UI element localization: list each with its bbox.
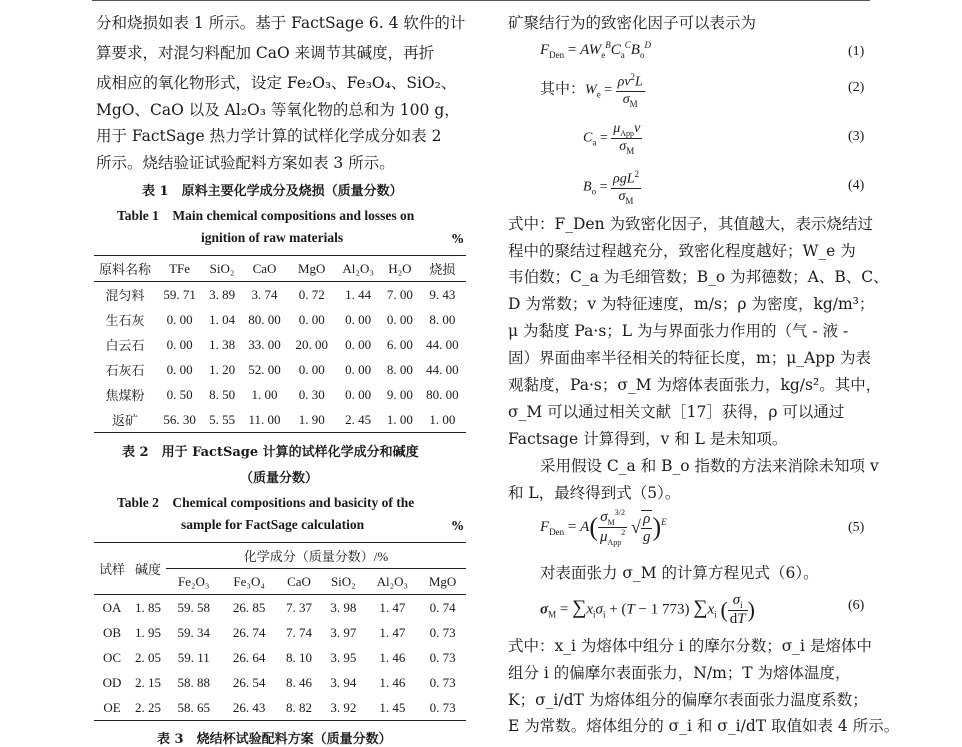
table-cell: 1. 47 xyxy=(379,599,406,615)
table-cell: 26. 74 xyxy=(232,624,266,640)
table2-subheader: Fe₃O₄ xyxy=(233,573,265,589)
equation-number-4: (4) xyxy=(848,178,865,193)
table1-caption-cn: 表 1 原料主要化学成分及烧损（质量分数） xyxy=(142,184,403,199)
table-row xyxy=(94,382,466,407)
table-cell: 0. 00 xyxy=(345,386,372,402)
table-cell: 59. 58 xyxy=(177,599,210,615)
equation-4: $B_o$ = $\frac{\rho gL^2}{\sigma_M}$ xyxy=(583,169,639,206)
table2-caption-cn-1: 表 2 用于 FactSage 计算的试样化学成分和碱度 xyxy=(122,445,419,460)
table-cell: 0. 73 xyxy=(429,674,456,690)
table-cell: 0. 00 xyxy=(386,311,413,327)
right-intro: 矿聚结行为的致密化因子可以表示为 xyxy=(508,14,757,32)
table-cell: 59. 11 xyxy=(177,649,210,665)
table-cell: 2. 15 xyxy=(135,674,161,690)
table-cell: 58. 88 xyxy=(177,674,210,690)
table-cell: 1. 00 xyxy=(386,411,413,427)
para1-line-9: Factsage 计算得到，v 和 L 是未知项。 xyxy=(508,430,788,448)
table-cell: 0. 00 xyxy=(298,361,325,377)
table-cell: 0. 73 xyxy=(429,649,456,665)
table1-header: SiO₂ xyxy=(209,260,235,276)
table-cell: 26. 54 xyxy=(232,674,266,690)
table-cell: 0. 00 xyxy=(298,311,325,327)
para4-line-1: 式中：x_i 为熔体中组分 i 的摩尔分数；σ_i 是熔体中 xyxy=(508,637,872,655)
table-cell: 生石灰 xyxy=(105,313,145,328)
table-cell: 33. 00 xyxy=(248,336,281,352)
table1-unit: % xyxy=(452,232,464,246)
table-cell: 0. 00 xyxy=(166,361,193,377)
para1-line-1: 式中：F_Den 为致密化因子，其值越大，表示烧结过 xyxy=(508,215,874,233)
table-cell: 5. 55 xyxy=(209,411,236,427)
intro-line-1: 分和烧损如表 1 所示。基于 FactSage 6. 4 软件的计 xyxy=(96,14,466,32)
table1-header: 原料名称 xyxy=(98,262,151,277)
table-row xyxy=(94,357,466,382)
table-row xyxy=(94,645,466,670)
intro-line-2: 算要求，对混匀料配加 CaO 来调节其碱度，再折 xyxy=(96,44,435,62)
table-cell: 3. 89 xyxy=(209,286,236,302)
para3: 对表面张力 σ_M 的计算方程见式（6）。 xyxy=(540,564,819,582)
intro-line-6: 所示。烧结验证试验配料方案如表 3 所示。 xyxy=(96,154,395,172)
table-cell: 3. 92 xyxy=(330,699,357,715)
table-row xyxy=(94,307,466,332)
table-cell: 0. 00 xyxy=(166,336,193,352)
table-row xyxy=(94,332,466,357)
equation-number-1: (1) xyxy=(848,44,865,59)
table-cell: 80. 00 xyxy=(248,311,281,327)
table1-header: 烧损 xyxy=(429,262,456,277)
table-cell: 56. 30 xyxy=(163,411,196,427)
table-cell: 1. 20 xyxy=(209,361,236,377)
para1-line-5: μ 为黏度 Pa·s；L 为与界面张力作用的（气 - 液 - xyxy=(508,322,849,340)
table2-header-row-1 xyxy=(94,543,466,569)
table-cell: 8. 10 xyxy=(286,649,312,665)
table1-header: TFe xyxy=(169,260,191,276)
table2 xyxy=(94,542,466,721)
table-cell: 2. 45 xyxy=(345,411,372,427)
table-cell: OA xyxy=(102,599,122,615)
table-cell: OD xyxy=(102,674,122,690)
para2-line-1: 采用假设 C_a 和 B_o 指数的方法来消除未知项 v xyxy=(540,457,879,475)
para1-line-2: 程中的聚结过程越充分，致密化程度越好；W_e 为 xyxy=(508,242,856,260)
intro-line-4: MgO、CaO 以及 Al₂O₃ 等氧化物的总和为 100 g， xyxy=(96,101,460,119)
table-cell: 8. 50 xyxy=(209,386,236,402)
table-cell: 3. 98 xyxy=(330,599,357,615)
table-cell: 58. 65 xyxy=(177,699,210,715)
table-cell: OC xyxy=(102,649,122,665)
table-cell: 1. 04 xyxy=(209,311,236,327)
table-cell: 石灰石 xyxy=(105,363,145,378)
para4-line-2: 组分 i 的偏摩尔表面张力，N/m；T 为熔体温度， xyxy=(508,664,851,682)
table-cell: 44. 00 xyxy=(426,361,459,377)
table-cell: 1. 45 xyxy=(379,699,406,715)
table-cell: 2. 05 xyxy=(135,649,161,665)
equation-number-5: (5) xyxy=(848,520,865,535)
table-cell: 20. 00 xyxy=(295,336,328,352)
table-cell: 0. 00 xyxy=(345,361,372,377)
table1-header: Al₂O₃ xyxy=(342,260,374,276)
table-cell: 7. 37 xyxy=(286,599,312,615)
table1-header: MgO xyxy=(297,260,326,276)
table1-caption-en-2: ignition of raw materials xyxy=(201,230,344,245)
table-cell: 1. 00 xyxy=(429,411,456,427)
table1-caption-en-1: Table 1 Main chemical compositions and losses on xyxy=(117,208,415,223)
equation-3: $C_a$ = $\frac{\mu_{App}v}{\sigma_M}$ xyxy=(583,121,641,156)
table3-caption: 表 3 烧结杯试验配料方案（质量分数） xyxy=(157,732,392,747)
table-cell: 44. 00 xyxy=(426,336,459,352)
table-cell: 1. 46 xyxy=(379,674,406,690)
table2-caption-en-1: Table 2 Chemical compositions and basicity of the xyxy=(117,495,415,510)
equation-5: $F_{Den} = A$( $\frac{\sigma_M^{3/2}}{\mu_{App}^2}$ √ $\frac{\rho}{g}$ )$^E$ xyxy=(540,508,667,547)
table-cell: 9. 43 xyxy=(429,286,456,302)
equation-number-6: (6) xyxy=(848,598,865,613)
table2-subheader: Al₂O₃ xyxy=(376,573,409,589)
table-cell: 59. 34 xyxy=(177,624,210,640)
table2-col-basicity: 碱度 xyxy=(130,543,166,595)
para1-line-8: σ_M 可以通过相关文献［17］获得，ρ 可以通过 xyxy=(508,403,845,421)
table-cell: 9. 00 xyxy=(386,386,413,402)
table-cell: 0. 00 xyxy=(345,336,372,352)
equation-2: 其中：$W_e$ = $\frac{\rho v^2L}{\sigma_M}$ xyxy=(540,72,643,109)
para4-line-3: K；σ_i/dT 为熔体组分的偏摩尔表面张力温度系数； xyxy=(508,691,868,709)
table-cell: 1. 90 xyxy=(298,411,325,427)
table1-header-row xyxy=(94,256,466,282)
table-cell: 1. 47 xyxy=(379,624,406,640)
table-cell: 焦煤粉 xyxy=(105,388,145,403)
table2-group-header: 化学成分（质量分数）/% xyxy=(166,543,466,569)
table2-subheader: SiO₂ xyxy=(330,573,356,589)
table1-header: H₂O xyxy=(388,260,412,276)
table-cell: 1. 85 xyxy=(135,599,161,615)
table-cell: 26. 64 xyxy=(232,649,266,665)
table2-unit: % xyxy=(452,519,464,533)
table-cell: 0. 72 xyxy=(298,286,325,302)
table-cell: 3. 97 xyxy=(330,624,357,640)
top-rule xyxy=(92,0,870,1)
table-cell: 52. 00 xyxy=(248,361,281,377)
table-row xyxy=(94,620,466,645)
table2-subheader: CaO xyxy=(287,573,311,589)
table-cell: 8. 82 xyxy=(286,699,312,715)
table-cell: 1. 46 xyxy=(379,649,406,665)
table-cell: 3. 94 xyxy=(330,674,357,690)
para1-line-6: 固）界面曲率半径相关的特征长度，m；μ_App 为表 xyxy=(508,349,871,367)
para2-line-2: 和 L，最终得到式（5）。 xyxy=(508,484,681,502)
para1-line-4: D 为常数；v 为特征速度，m/s；ρ 为密度，kg/m³； xyxy=(508,295,875,313)
table-cell: 26. 43 xyxy=(232,699,266,715)
table2-subheader: Fe₂O₃ xyxy=(177,573,210,589)
table2-subheader: MgO xyxy=(428,573,457,589)
para1-line-7: 观黏度，Pa·s；σ_M 为熔体表面张力，kg/s²。其中， xyxy=(508,376,882,394)
table-cell: 8. 00 xyxy=(386,361,413,377)
table-cell: 混匀料 xyxy=(105,288,145,303)
equation-6: $\sigma_M = \sum x_i\sigma_i + (T - 1$ 773) $\sum x_i$ ( $\frac{\sigma_i}{dT}$ ) xyxy=(540,592,755,627)
table2-col-sample: 试样 xyxy=(94,543,130,595)
table-row xyxy=(94,670,466,695)
table-cell: 1. 00 xyxy=(251,386,278,402)
table-cell: 1. 95 xyxy=(135,624,161,640)
table-cell: OE xyxy=(103,699,121,715)
intro-line-3: 成相应的氧化物形式，设定 Fe₂O₃、Fe₃O₄、SiO₂、 xyxy=(96,74,457,92)
table-row xyxy=(94,282,466,308)
table-row xyxy=(94,407,466,433)
table1-header: CaO xyxy=(252,260,277,276)
table-cell: 80. 00 xyxy=(426,386,459,402)
table-cell: 8. 46 xyxy=(286,674,312,690)
table-cell: 0. 73 xyxy=(429,699,456,715)
table-cell: OB xyxy=(102,624,122,640)
table-cell: 0. 30 xyxy=(298,386,325,402)
table-cell: 返矿 xyxy=(111,413,138,428)
table-row xyxy=(94,695,466,721)
equation-1: $F_{Den} = AW_e^BC_a^CB_o^D$ xyxy=(540,40,651,60)
table2-caption-cn-2: （质量分数） xyxy=(240,471,319,486)
equation-number-3: (3) xyxy=(848,129,865,144)
table-row xyxy=(94,595,466,621)
equation-number-2: (2) xyxy=(848,80,865,95)
table-cell: 0. 00 xyxy=(345,311,372,327)
table1 xyxy=(94,255,466,433)
table-cell: 白云石 xyxy=(105,338,145,353)
table-cell: 8. 00 xyxy=(429,311,456,327)
table-cell: 1. 44 xyxy=(345,286,372,302)
intro-line-5: 用于 FactSage 热力学计算的试样化学成分如表 2 xyxy=(96,127,442,145)
table-cell: 6. 00 xyxy=(386,336,413,352)
table2-caption-en-2: sample for FactSage calculation xyxy=(181,517,365,532)
table-cell: 26. 85 xyxy=(232,599,266,615)
equation-2-prefix: 其中： xyxy=(540,79,586,98)
table-cell: 0. 74 xyxy=(429,599,456,615)
table-cell: 0. 50 xyxy=(166,386,193,402)
table-cell: 2. 25 xyxy=(135,699,161,715)
para1-line-3: 韦伯数；C_a 为毛细管数；B_o 为邦德数；A、B、C、 xyxy=(508,268,889,286)
table-cell: 1. 38 xyxy=(209,336,236,352)
table-cell: 11. 00 xyxy=(248,411,281,427)
table-cell: 59. 71 xyxy=(163,286,196,302)
para4-line-4: E 为常数。熔体组分的 σ_i 和 σ_i/dT 取值如表 4 所示。 xyxy=(508,717,900,735)
table-cell: 3. 74 xyxy=(251,286,278,302)
table-cell: 0. 00 xyxy=(166,311,193,327)
table-cell: 7. 00 xyxy=(386,286,413,302)
table-cell: 3. 95 xyxy=(330,649,357,665)
table-cell: 7. 74 xyxy=(286,624,312,640)
table-cell: 0. 73 xyxy=(429,624,456,640)
